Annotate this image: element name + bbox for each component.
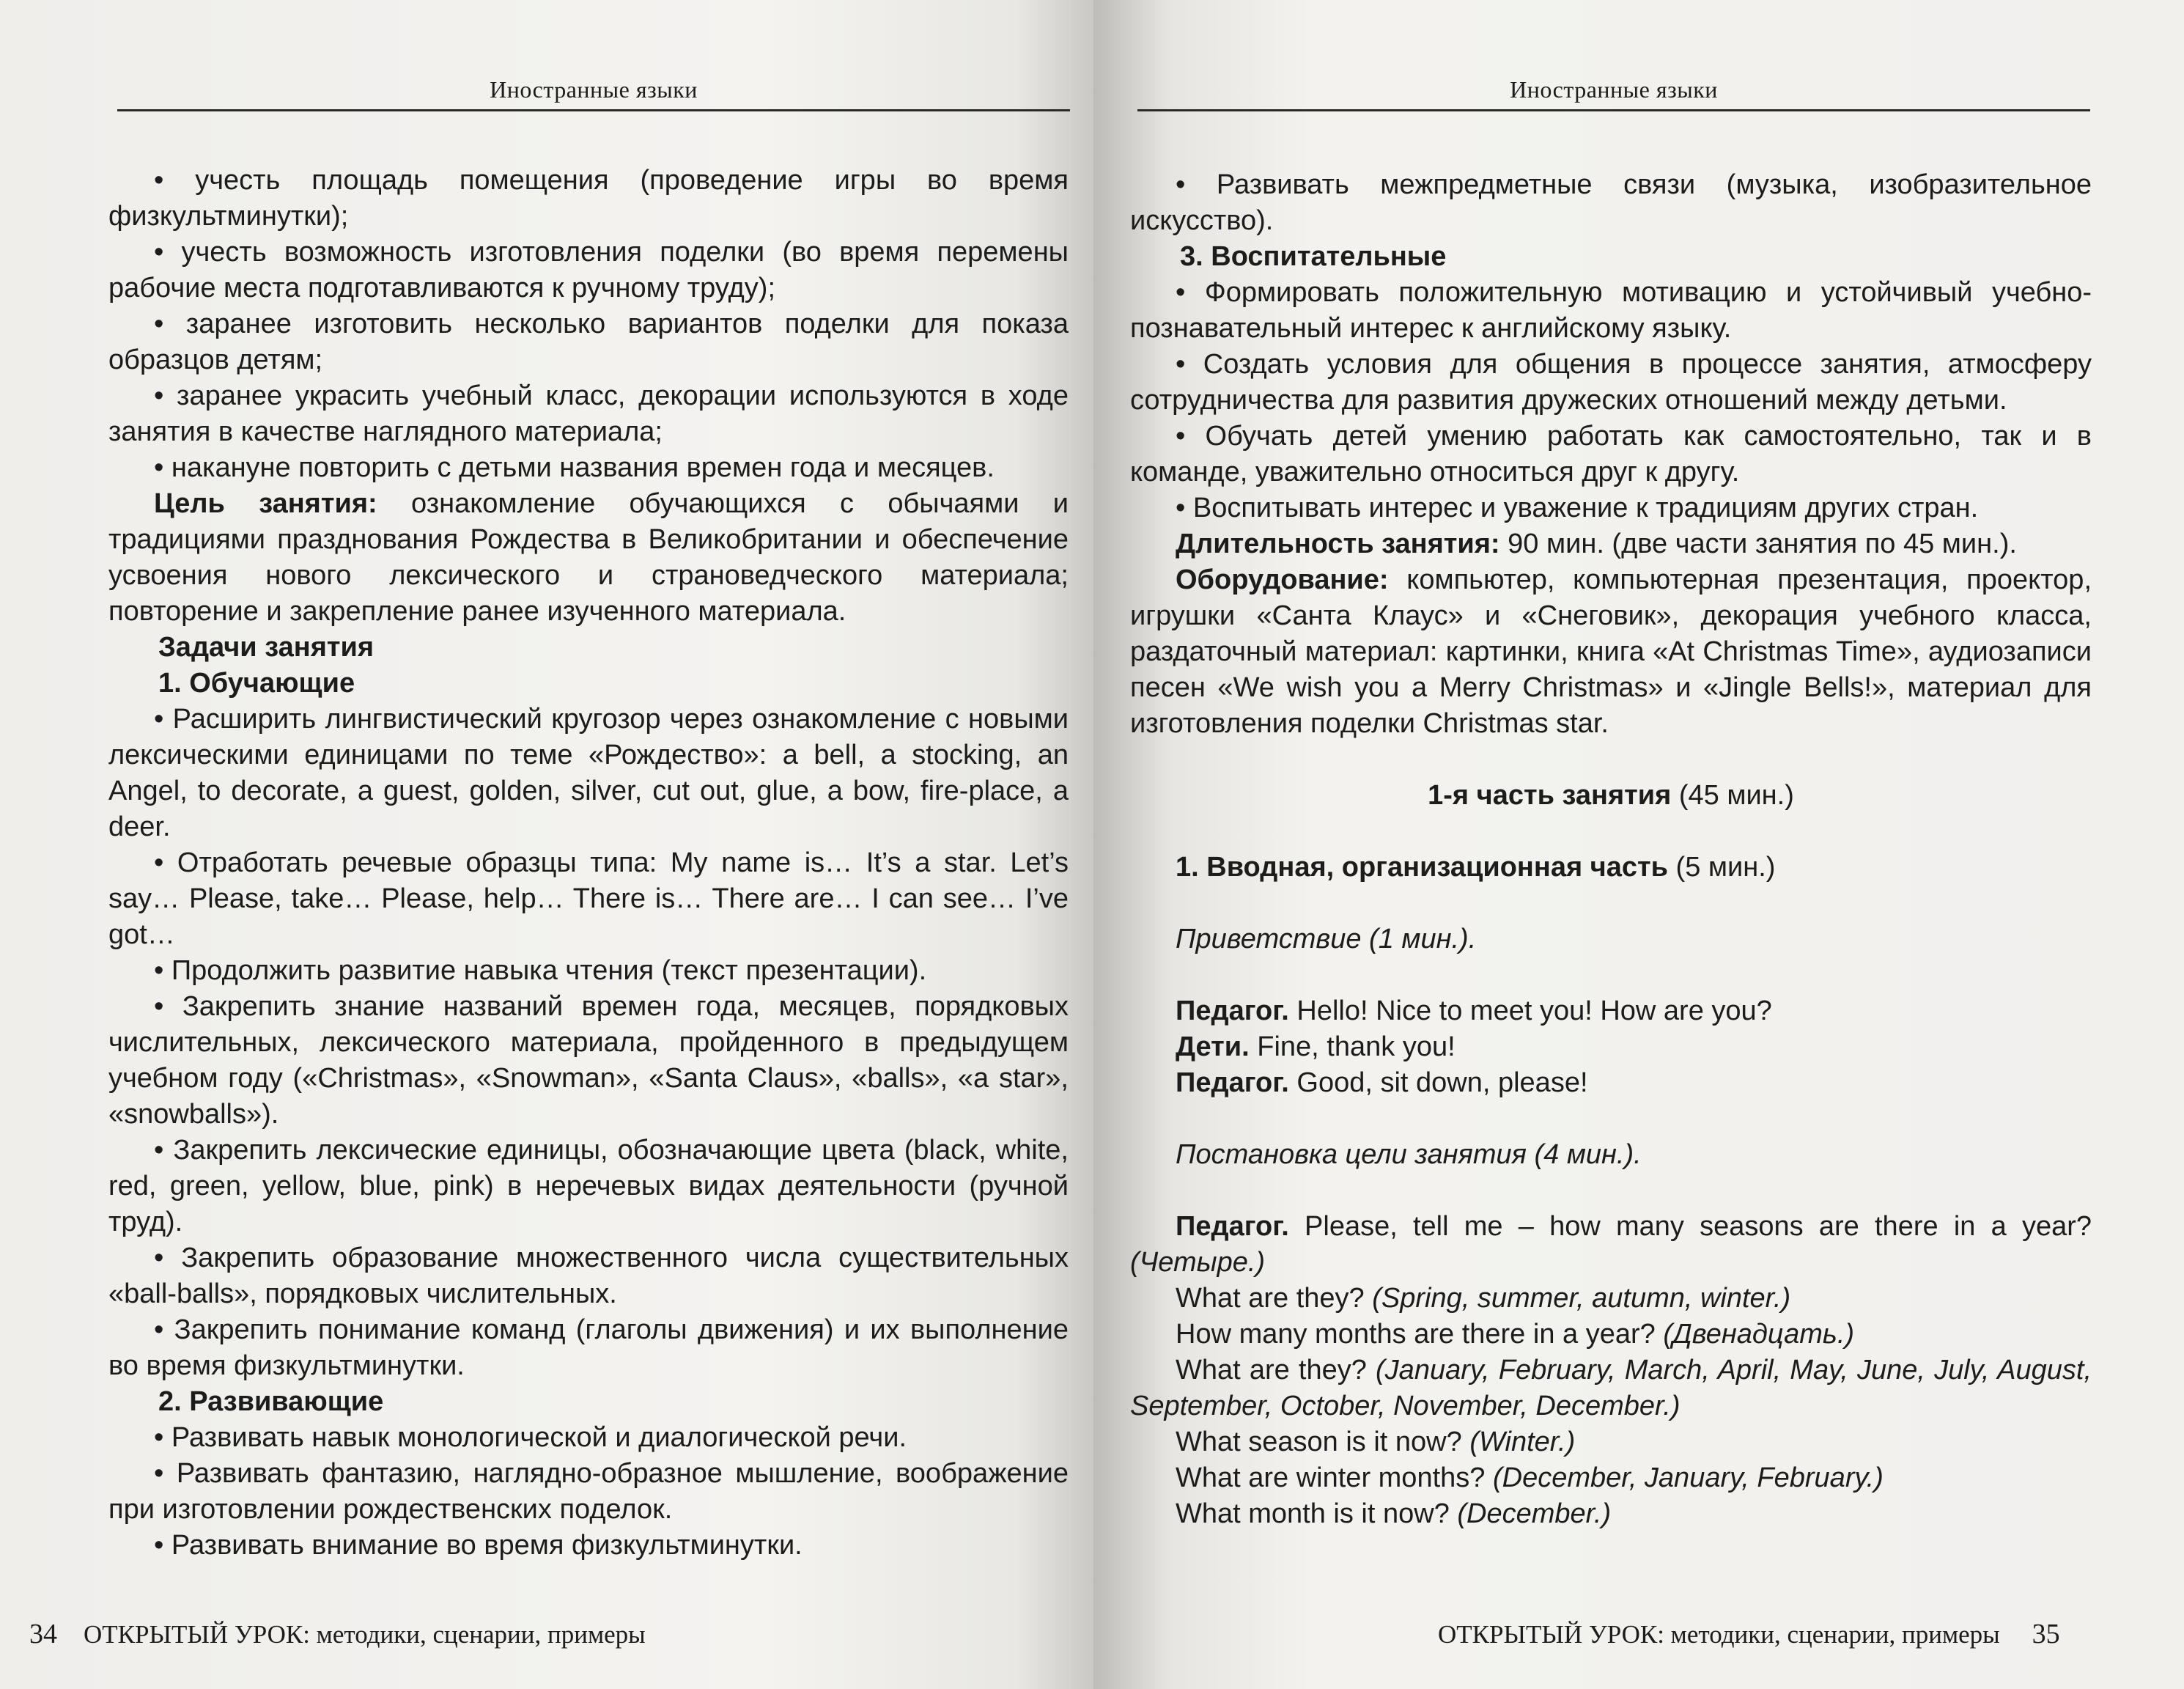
utterance: Good, sit down, please! (1288, 1067, 1588, 1098)
teaching-item: • Отработать речевые образцы типа: My name is… It’s a star. Let’s say… Please, take… Please, help… There is… There are… I can see… I’ve got… (108, 847, 1069, 950)
upbringing-item: • Формировать положительную мотивацию и устойчивый учебно-познавательный интерес к английскому языку. (1130, 277, 2092, 344)
question-line (1130, 1281, 2092, 1317)
duration-text: 90 мин. (две части занятия по 45 мин.). (1499, 529, 2017, 559)
question: What month is it now? (1176, 1498, 1458, 1529)
greeting-heading: Приветствие (1 мин.). (1176, 924, 1477, 954)
equipment-label: Оборудование: (1176, 564, 1389, 595)
utterance: Fine, thank you! (1249, 1031, 1456, 1062)
right-running-head: Иностранные языки (1137, 76, 2090, 111)
step-time: (5 мин.) (1667, 852, 1776, 883)
left-body-text (108, 163, 1069, 1564)
upbringing-item: • Воспитывать интерес и уважение к традициям других стран. (1176, 493, 1979, 523)
section-heading-teaching: 1. Обучающие (158, 668, 355, 699)
question-line (1130, 1496, 2092, 1532)
step-label: 1. Вводная, организационная часть (1176, 852, 1668, 883)
dialog-line (1130, 993, 2092, 1029)
dialog-line (1130, 1209, 2092, 1281)
footer-title: ОТКРЫТЫЙ УРОК: методики, сценарии, примеры (1438, 1620, 2000, 1649)
answer: (Spring, summer, autumn, winter.) (1372, 1283, 1791, 1314)
prep-item: • накануне повторить с детьми названия времен года и месяцев. (154, 452, 995, 483)
upbringing-item: • Обучать детей умению работать как самостоятельно, так и в команде, уважительно относиться друг к другу. (1130, 421, 2092, 487)
left-footer (29, 1618, 646, 1650)
prep-item: • учесть возможность изготовления поделки (во время перемены рабочие места подготавливаются к ручному труду); (108, 237, 1069, 303)
lesson-equipment (1130, 562, 2092, 742)
answer: (January, February, March, April, May, June, July, August, September, October, November, December.) (1130, 1355, 2092, 1421)
teaching-item: • Расширить лингвистический кругозор через ознакомление с новыми лексическими единицами по теме «Рождество»: a bell, a stocking, an Angel, to decorate, a guest, golden, silver, cut out, glue, a bow, fire-place, a deer. (108, 704, 1069, 842)
page-number: 35 (2032, 1619, 2060, 1649)
question-line (1130, 1424, 2092, 1460)
question: What season is it now? (1176, 1427, 1470, 1457)
question: How many months are there in a year? (1176, 1319, 1664, 1350)
teaching-item: • Закрепить образование множественного числа существительных «ball-balls», порядковых числительных. (108, 1243, 1069, 1309)
developing-item: • Развивать навык монологической и диалогической речи. (154, 1422, 907, 1453)
goal-setting-heading: Постановка цели занятия (4 мин.). (1176, 1139, 1642, 1170)
teaching-item: • Закрепить знание названий времен года, месяцев, порядковых числительных, лексического материала, пройденного в предыдущем учебном году («Christmas», «Snowman», «Santa Claus», «balls», «a star», «snowballs»). (108, 991, 1069, 1130)
right-footer (1438, 1618, 2060, 1650)
part-time: (45 мин.) (1671, 780, 1794, 811)
utterance: Hello! Nice to meet you! How are you? (1288, 996, 1772, 1026)
teaching-item: • Продолжить развитие навыка чтения (текст презентации). (154, 955, 927, 986)
question-line (1130, 1317, 2092, 1353)
dialog-line (1130, 1029, 2092, 1065)
question: What are winter months? (1176, 1462, 1493, 1493)
developing-item: • Развивать фантазию, наглядно-образное мышление, воображение при изготовлении рождественских поделок. (108, 1458, 1069, 1525)
section-heading-developing: 2. Развивающие (158, 1386, 384, 1417)
teaching-item: • Закрепить понимание команд (глаголы движения) и их выполнение во время физкультминутки. (108, 1314, 1069, 1381)
footer-title: ОТКРЫТЫЙ УРОК: методики, сценарии, примеры (84, 1620, 646, 1649)
developing-item: • Развивать внимание во время физкультминутки. (154, 1530, 803, 1561)
left-running-head: Иностранные языки (117, 76, 1070, 111)
question-line (1130, 1460, 2092, 1496)
lesson-goal (108, 486, 1069, 630)
answer: (December.) (1457, 1498, 1612, 1529)
lesson-duration (1130, 526, 2092, 562)
answer: (Winter.) (1469, 1427, 1576, 1457)
right-body-text (1130, 167, 2092, 1532)
answer: (December, January, February.) (1492, 1462, 1884, 1493)
question: Please, tell me – how many seasons are there in a year? (1288, 1211, 2092, 1242)
speaker: Дети. (1176, 1031, 1250, 1062)
page-number: 34 (29, 1619, 57, 1649)
part-heading (1130, 778, 2092, 814)
lesson-goal-label: Цель занятия: (154, 488, 377, 519)
answer: (Двенадцать.) (1663, 1319, 1855, 1350)
step-heading (1130, 850, 2092, 886)
section-heading-upbringing: 3. Воспитательные (1180, 241, 1447, 272)
upbringing-item: • Создать условия для общения в процессе занятия, атмосферу сотрудничества для развития дружеских отношений между детьми. (1130, 349, 2092, 416)
developing-item: • Развивать межпредметные связи (музыка, изобразительное искусство). (1130, 169, 2092, 236)
dialog-line (1130, 1065, 2092, 1101)
question: What are they? (1176, 1355, 1376, 1386)
part-label: 1-я часть занятия (1428, 780, 1672, 811)
right-page (1093, 0, 2184, 1689)
equipment-text: компьютер, компьютерная презентация, проектор, игрушки «Санта Клаус» и «Снеговик», декорация учебного класса, раздаточный материал: картинки, книга «At Christmas Time», аудиозаписи песен «We wish you a Merry Christmas» и «Jingle Bells!», материал для изготовления поделки Christmas star. (1130, 564, 2092, 739)
speaker: Педагог. (1176, 1211, 1289, 1242)
prep-item: • учесть площадь помещения (проведение игры во время физкультминутки); (108, 165, 1069, 232)
duration-label: Длительность занятия: (1176, 529, 1500, 559)
answer: (Четыре.) (1130, 1247, 1266, 1278)
lesson-goal-text: ознакомление обучающихся с обычаями и традициями празднования Рождества в Великобритании и обеспечение усвоения нового лексического и страноведческого материала; повторение и закрепление ранее изученного материала. (108, 488, 1069, 627)
question: What are they? (1176, 1283, 1373, 1314)
question-line (1130, 1353, 2092, 1424)
tasks-heading: Задачи занятия (158, 632, 375, 663)
prep-item: • заранее изготовить несколько вариантов поделки для показа образцов детям; (108, 309, 1069, 375)
teaching-item: • Закрепить лексические единицы, обозначающие цвета (black, white, red, green, yellow, blue, pink) в неречевых видах деятельности (ручной труд). (108, 1135, 1069, 1237)
speaker: Педагог. (1176, 1067, 1289, 1098)
speaker: Педагог. (1176, 996, 1289, 1026)
prep-item: • заранее украсить учебный класс, декорации используются в ходе занятия в качестве наглядного материала; (108, 380, 1069, 447)
